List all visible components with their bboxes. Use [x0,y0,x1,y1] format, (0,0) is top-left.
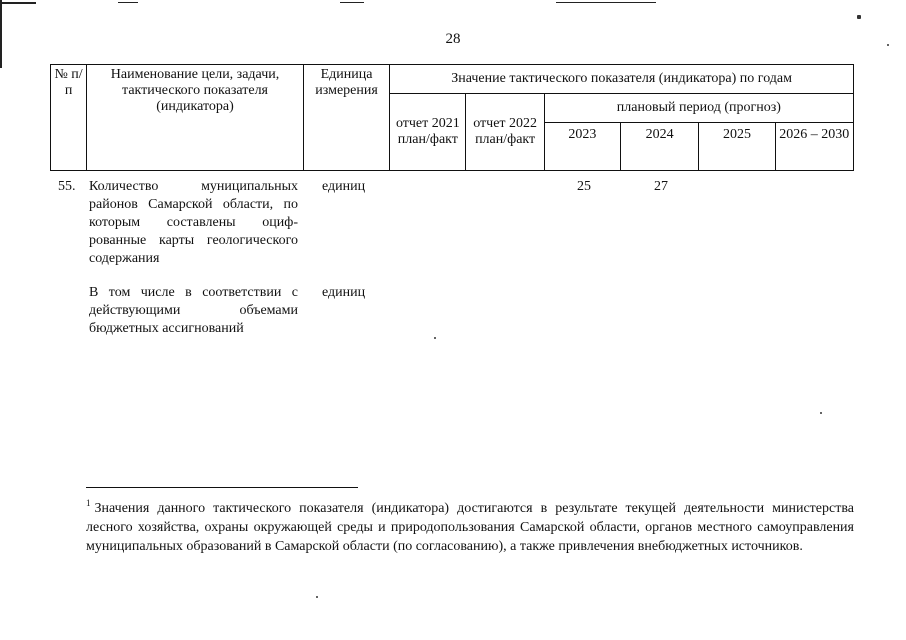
footnote [86,494,854,556]
header-unit: Единица измерения [303,65,389,171]
footnote-text: Значения данного тактического показателя (индикатора) достигаются в результате текущей деятельности министерства лесного хозяйства, охраны окружающей среды и природопользования Самарской области, органов местного самоуправления муниципальных образований в Самарской области (по согласованию), а также привлечения внебюджетных источников. [86,501,854,554]
header-year-2025: 2025 [699,123,775,171]
page-number: 28 [445,31,461,47]
scan-edge-top [0,2,36,4]
row-value-2024: 27 [654,179,668,194]
header-year-2026-2030: 2026 – 2030 [775,123,853,171]
scan-edge-top [340,2,364,3]
indicator-table-header [50,64,854,171]
header-year-2023: 2023 [544,123,620,171]
footnote-separator [86,487,358,488]
row-value-2023: 25 [577,179,591,194]
header-report-2021: отчет 2021 план/факт [390,94,466,171]
row-subindicator-name: В том числе в соответствии с действующими объемами бюджетных ассигнований [89,285,298,336]
header-num: № п/п [51,65,87,171]
row-indicator-name: Количество муниципальных районов Самарской области, по которым составлены оциф- рованные карты геологического содержания [89,179,298,266]
scan-speck [857,15,861,19]
scan-speck [434,337,436,339]
row-number: 55. [58,179,76,194]
row-unit: единиц [322,179,366,194]
scan-edge-top [118,2,138,3]
header-year-2024: 2024 [621,123,699,171]
header-values-group: Значение тактического показателя (индикатора) по годам [390,65,854,94]
header-report-2022: отчет 2022 план/факт [466,94,544,171]
header-name: Наименование цели, задачи, тактического показателя (индикатора) [87,65,304,171]
footnote-mark: 1 [86,498,91,508]
header-plan-group: плановый период (прогноз) [544,94,853,123]
scan-edge-top [556,2,656,3]
row-subindicator-unit: единиц [322,285,366,300]
scan-speck [820,412,822,414]
scan-speck [316,596,318,598]
